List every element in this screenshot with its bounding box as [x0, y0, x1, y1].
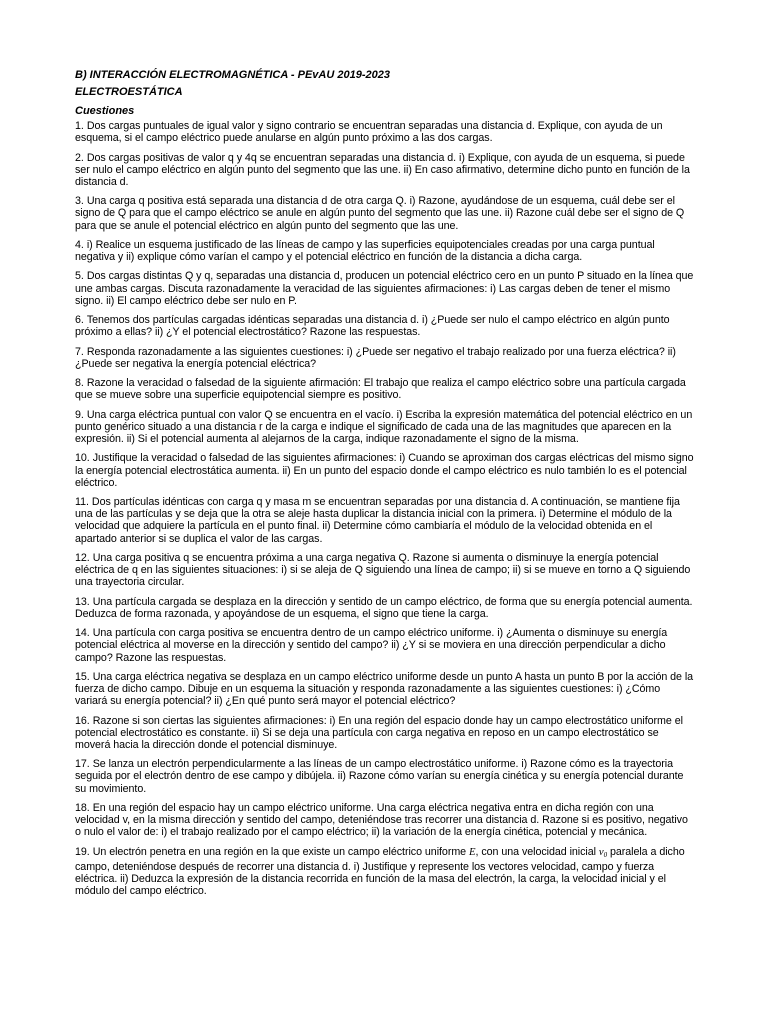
question-text: Razone si son ciertas las siguientes afirmaciones: i) En una región del espacio donde hay un campo electrostático uniforme el potencial electrostático es constante. ii) Si se deja una partícula con carga negativa en reposo en un campo electrostático se moverá hacia la dirección donde el potencial disminuye. [75, 714, 683, 751]
subsection-title: Cuestiones [75, 105, 135, 117]
question-item-8 [75, 377, 695, 401]
question-number: 6. [75, 314, 84, 327]
question-item-3 [75, 195, 695, 232]
question-number: 2. [75, 151, 84, 164]
question-number: 9. [75, 408, 84, 421]
question-number: 15. [75, 670, 90, 683]
velocity-letter: v [598, 845, 604, 858]
topic-title: ELECTROESTÁTICA [75, 86, 183, 98]
question-number: 5. [75, 270, 84, 283]
question-text: Se lanza un electrón perpendicularmente a las líneas de un campo electrostático uniforme. i) Razone cómo es la trayectoria seguida por el electrón dentro de ese campo y dibújela. ii) Razone cómo varían su energía cinética y su energía potencial durante su movimiento. [75, 758, 684, 795]
initial-velocity-symbol [599, 846, 607, 858]
question-text: Dos partículas idénticas con carga q y masa m se encuentran separadas por una distancia d. A continuación, se mantiene fija una de las partículas y se deja que la otra se aleje hasta duplicar la distancia inicial con la primera. i) Determine el módulo de la velocidad que adquiere la partícula en el punto final. ii) Determine cómo cambiaría el módulo de la velocidad obtenida en el apartado anterior si se duplica el valor de las cargas. [75, 496, 680, 545]
question-text: Tenemos dos partículas cargadas idénticas separadas una distancia d. i) ¿Puede ser nulo el campo eléctrico en algún punto próximo a ellas? ii) ¿Y el potencial electrostático? Razone las respuestas. [75, 314, 670, 339]
question-item-19 [75, 846, 695, 898]
question-number: 18. [75, 801, 90, 814]
question-text: Una carga positiva q se encuentra próxima a una carga negativa Q. Razone si aumenta o disminuye la energía potencial eléctrica de q en las siguientes situaciones: i) si se aleja de Q siguiendo una línea de campo; ii) si se mueve en torno a Q siguiendo una trayectoria circular. [75, 551, 691, 589]
question-item-17 [75, 758, 695, 795]
question-text: En una región del espacio hay un campo eléctrico uniforme. Una carga eléctrica negativa entra en dicha región con una velocidad v, en la misma dirección y sentido del campo, deteniéndose tras recorrer una distancia d. Razone si es positivo, negativo o nulo el valor de: i) el trabajo realizado por el campo eléctrico; ii) la variación de la energía cinética, potencial y mecánica. [75, 801, 688, 839]
question-text: Una carga eléctrica puntual con valor Q se encuentra en el vacío. i) Escriba la expresión matemática del potencial eléctrico en un punto genérico situado a una distancia r de la carga e indique el significado de cada una de las magnitudes que aparecen en la expresión. ii) Si el potencial aumenta al alejarnos de la carga, indique razonadamente el signo de la misma. [75, 408, 693, 446]
question-text: Dos cargas positivas de valor q y 4q se encuentran separadas una distancia d. i) Explique, con ayuda de un esquema, si puede ser nulo el campo eléctrico en algún punto del segmento que las une. ii) En caso afirmativo, determine dicho punto en función de la distancia d. [75, 151, 690, 188]
question-list [75, 120, 695, 839]
question-text: Una partícula con carga positiva se encuentra dentro de un campo eléctrico uniforme. i) ¿Aumenta o disminuye su energía potencial eléctrica al moverse en la dirección y sentido del campo? ii) ¿Y si se moviera en una dirección perpendicular a dicho campo? Razone las respuestas. [75, 627, 668, 664]
question-number: 17. [75, 758, 90, 771]
question-text: Una partícula cargada se desplaza en la dirección y sentido de un campo eléctrico, de forma que su energía potencial aumenta. Deduzca de forma razonada, y apoyándose de un esquema, el signo que tiene la carga. [75, 595, 693, 620]
question-number: 3. [75, 195, 84, 208]
question-number: 13. [75, 595, 90, 608]
question-item-6 [75, 314, 695, 338]
question-item-15 [75, 671, 695, 708]
question-text-part-c: paralela a dicho campo, deteniéndose después de recorrer una distancia d. i) Justifique y represente los vectores velocidad, campo y fuerza eléctrica. ii) Deduzca la expresión de la distancia recorrida en función de la masa del electrón, la carga, la velocidad inicial y el módulo del campo eléctrico. [75, 845, 685, 898]
question-text: Una carga q positiva está separada una distancia d de otra carga Q. i) Razone, ayudándose de un esquema, cuál debe ser el signo de Q para que el campo eléctrico se anule en algún punto del segmento que las une. ii) Razone cuál debe ser el signo de Q para que se anule el potencial eléctrico en algún punto del segmento que las une. [75, 195, 685, 232]
question-number: 8. [75, 377, 84, 390]
question-item-18 [75, 802, 695, 839]
question-item-14 [75, 627, 695, 664]
question-item-16 [75, 715, 695, 752]
question-number: 14. [75, 627, 90, 640]
question-text: Responda razonadamente a las siguientes cuestiones: i) ¿Puede ser negativo el trabajo realizado por una fuerza eléctrica? ii) ¿Puede ser negativa la energía potencial eléctrica? [75, 345, 676, 370]
question-item-12 [75, 552, 695, 589]
question-number: 11. [75, 496, 89, 509]
document-page [75, 69, 695, 905]
question-text: i) Realice un esquema justificado de las líneas de campo y las superficies equipotenciales creadas por una carga puntual negativa y ii) explique cómo varían el campo y el potencial eléctrico en función de la distancia a dicha carga. [75, 238, 655, 264]
question-item-2 [75, 152, 695, 189]
question-item-1 [75, 120, 695, 144]
question-number: 12. [75, 551, 90, 564]
question-item-4 [75, 239, 695, 263]
question-text-part-a: Un electrón penetra en una región en la que existe un campo eléctrico uniforme [92, 845, 467, 858]
question-number: 19. [75, 845, 90, 858]
question-item-9 [75, 409, 695, 446]
question-number: 16. [75, 714, 90, 727]
question-number: 1. [75, 120, 84, 132]
section-title: B) INTERACCIÓN ELECTROMAGNÉTICA - PEvAU 2019-2023 [75, 69, 390, 81]
question-text: Razone la veracidad o falsedad de la siguiente afirmación: El trabajo que realiza el campo eléctrico sobre una partícula cargada que se mueve sobre una superficie equipotencial siempre es positivo. [75, 377, 686, 402]
question-number: 4. [75, 238, 84, 251]
question-text: Dos cargas distintas Q y q, separadas una distancia d, producen un potencial eléctrico cero en un punto P situado en la línea que une ambas cargas. Discuta razonadamente la veracidad de las siguientes afirmaciones: i) Las cargas deben de tener el mismo signo. ii) El campo eléctrico debe ser nulo en P. [75, 270, 694, 307]
question-item-7 [75, 346, 695, 370]
question-text: Justifique la veracidad o falsedad de las siguientes afirmaciones: i) Cuando se aproximan dos cargas eléctricas del mismo signo la energía potencial electrostática aumenta. ii) En un punto del espacio donde el campo eléctrico es nulo también lo es el potencial eléctrico. [75, 452, 694, 489]
question-item-11 [75, 496, 695, 545]
question-item-5 [75, 270, 695, 307]
question-text: Una carga eléctrica negativa se desplaza en un campo eléctrico uniforme desde un punto A hasta un punto B por la acción de la fuerza de dicho campo. Dibuje en un esquema la situación y responda razonadamente a las siguientes cuestiones: i) ¿Cómo variará su energía potencial? ii) ¿En qué punto será mayor el potencial eléctrico? [75, 670, 694, 708]
velocity-subscript: 0 [603, 850, 608, 859]
question-text: Dos cargas puntuales de igual valor y signo contrario se encuentran separadas una distancia d. Explique, con ayuda de un esquema, si el campo eléctrico puede anularse en algún punto próximo a las dos cargas. [75, 120, 663, 145]
question-number: 7. [75, 345, 84, 358]
question-number: 10. [75, 452, 90, 465]
question-item-13 [75, 596, 695, 620]
question-text-part-b: , con una velocidad inicial [475, 845, 596, 858]
question-item-10 [75, 452, 695, 489]
electric-field-symbol: E [469, 845, 476, 858]
